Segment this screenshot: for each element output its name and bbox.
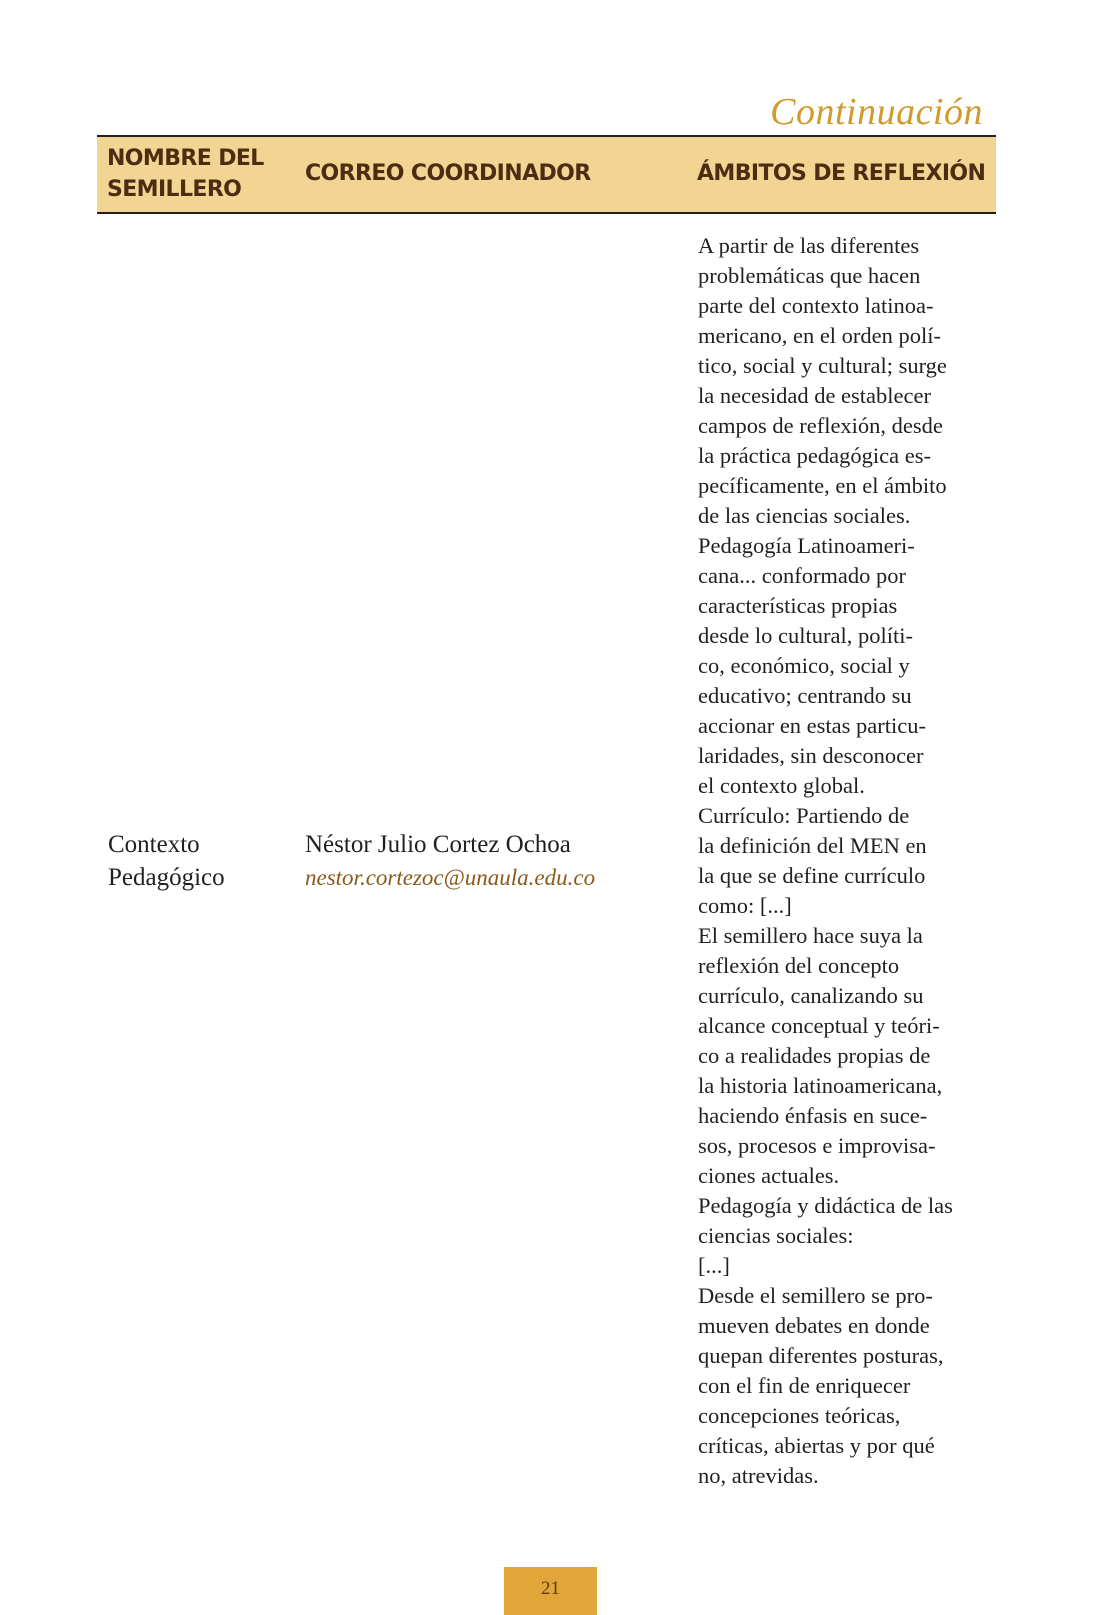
cell-coordinador [305, 828, 595, 894]
ambitos-text-line: El semillero hace suya la [698, 923, 923, 948]
ambitos-text-line: ciones actuales. [698, 1163, 840, 1188]
ambitos-text-line: la necesidad de establecer [698, 383, 931, 408]
ambitos-text-line: co, económico, social y [698, 653, 910, 678]
ambitos-text-line: desde lo cultural, políti- [698, 623, 913, 648]
page-number: 21 [504, 1567, 597, 1615]
ambitos-text-line: problemáticas que hacen [698, 263, 921, 288]
ambitos-text-line: ciencias sociales: [698, 1223, 854, 1248]
ambitos-text-line: no, atrevidas. [698, 1463, 819, 1488]
ambitos-text-line: características propias [698, 593, 898, 618]
ambitos-text-line: educativo; centrando su [698, 683, 912, 708]
ambitos-text-line: Currículo: Partiendo de [698, 803, 910, 828]
ambitos-text-line: Pedagogía y didáctica de las [698, 1193, 953, 1218]
header-ambitos-reflexion: ÁMBITOS DE REFLEXIÓN [697, 161, 986, 186]
ambitos-text-line: pecíficamente, en el ámbito [698, 473, 947, 498]
semillero-name-line2: Pedagógico [108, 864, 225, 891]
header-nombre-line2: SEMILLERO [107, 177, 242, 202]
ambitos-text-line: como: [...] [698, 893, 792, 918]
ambitos-text-line: alcance conceptual y teóri- [698, 1013, 940, 1038]
ambitos-text-line: críticas, abiertas y por qué [698, 1433, 935, 1458]
ambitos-text-line: co a realidades propias de [698, 1043, 931, 1068]
ambitos-text-line: cana... conformado por [698, 563, 907, 588]
ambitos-text-line: con el fin de enriquecer [698, 1373, 911, 1398]
coordinator-name: Néstor Julio Cortez Ochoa [305, 831, 571, 858]
semillero-name-line1: Contexto [108, 831, 200, 858]
header-nombre-semillero [107, 143, 277, 205]
ambitos-text-line: laridades, sin desconocer [698, 743, 924, 768]
ambitos-text-line: currículo, canalizando su [698, 983, 924, 1008]
ambitos-text-line: A partir de las diferentes [698, 233, 920, 258]
ambitos-text-line: de las ciencias sociales. [698, 503, 911, 528]
cell-ambitos-reflexion [698, 231, 998, 1491]
ambitos-text-line: Desde el semillero se pro- [698, 1283, 933, 1308]
ambitos-text-line: tico, social y cultural; surge [698, 353, 947, 378]
ambitos-text-line: parte del contexto latinoa- [698, 293, 934, 318]
ambitos-text-line: accionar en estas particu- [698, 713, 926, 738]
coordinator-email[interactable]: nestor.cortezoc@unaula.edu.co [305, 865, 596, 890]
ambitos-text-line: la práctica pedagógica es- [698, 443, 931, 468]
ambitos-text-line: quepan diferentes posturas, [698, 1343, 944, 1368]
ambitos-text-line: concepciones teóricas, [698, 1403, 901, 1428]
ambitos-text-line: reflexión del concepto [698, 953, 900, 978]
ambitos-text-line: el contexto global. [698, 773, 865, 798]
ambitos-text-line: mueven debates en donde [698, 1313, 930, 1338]
ambitos-text-line: campos de reflexión, desde [698, 413, 943, 438]
ambitos-text-line: sos, procesos e improvisa- [698, 1133, 936, 1158]
ambitos-text-line: mericano, en el orden polí- [698, 323, 942, 348]
continuation-label: Continuación [770, 91, 983, 133]
ambitos-text-line: haciendo énfasis en suce- [698, 1103, 928, 1128]
ambitos-text-line: la que se define currículo [698, 863, 926, 888]
cell-nombre-semillero [108, 828, 225, 894]
ambitos-text-line: Pedagogía Latinoameri- [698, 533, 915, 558]
header-nombre-line1: NOMBRE DEL [107, 146, 264, 171]
header-correo-coordinador: CORREO COORDINADOR [305, 161, 591, 186]
table-header [97, 135, 996, 214]
ambitos-text-line: [...] [698, 1253, 730, 1278]
ambitos-text-line: la definición del MEN en [698, 833, 927, 858]
ambitos-text-line: la historia latinoamericana, [698, 1073, 943, 1098]
